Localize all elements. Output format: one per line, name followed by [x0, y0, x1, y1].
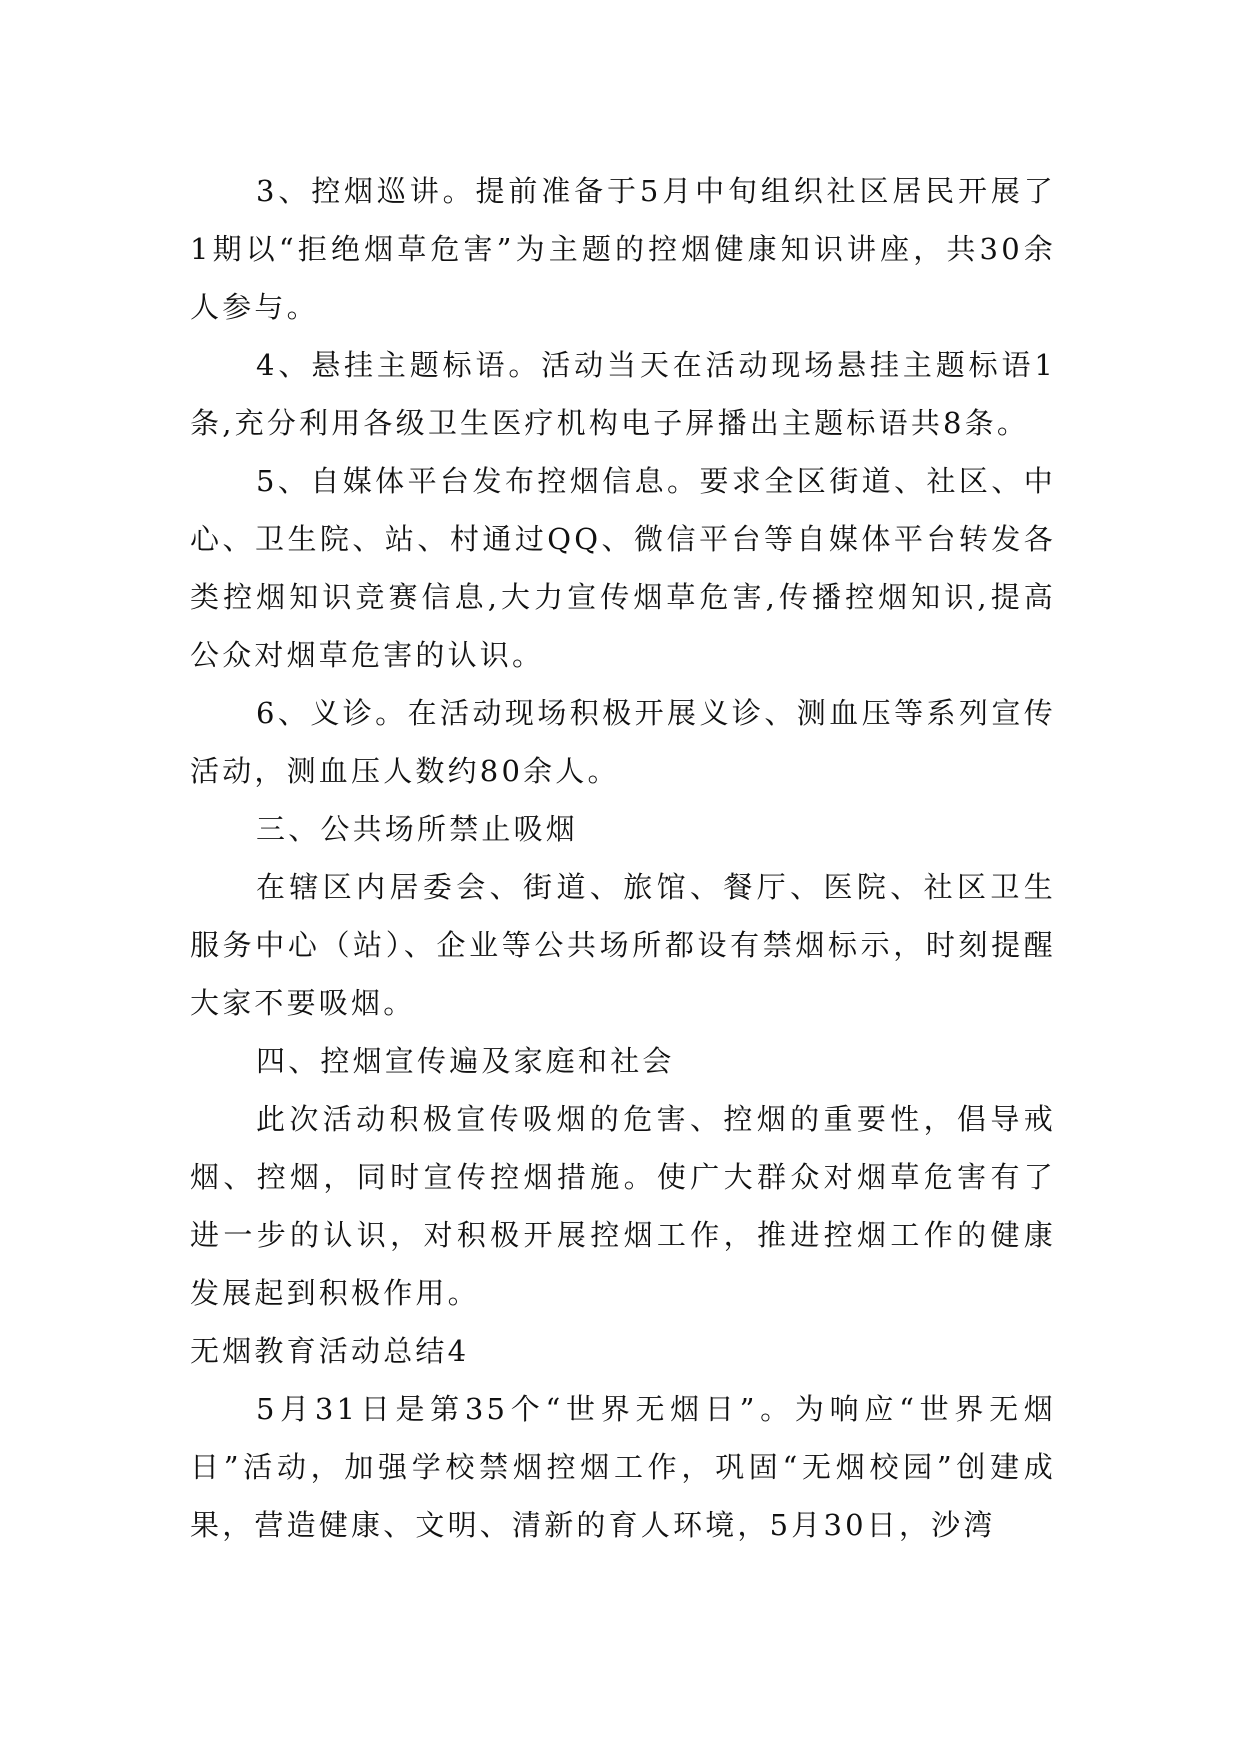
- paragraph-anti-smoking-lecture: 3、控烟巡讲。提前准备于5月中旬组织社区居民开展了1期以“拒绝烟草危害”为主题的控烟健康知识讲座，共30余人参与。: [190, 174, 1056, 324]
- paragraph-theme-slogans: 4、悬挂主题标语。活动当天在活动现场悬挂主题标语1条,充分利用各级卫生医疗机构电子屏播出主题标语共8条。: [190, 348, 1056, 440]
- section-title: 无烟教育活动总结4: [190, 1334, 470, 1368]
- paragraph-self-media: 5、自媒体平台发布控烟信息。要求全区街道、社区、中心、卫生院、站、村通过QQ、微信平台等自媒体平台转发各类控烟知识竞赛信息,大力宣传烟草危害,传播控烟知识,提高公众对烟草危害的认识。: [190, 464, 1056, 672]
- heading-public-places: 三、公共场所禁止吸烟: [256, 812, 579, 846]
- heading-family-society: 四、控烟宣传遍及家庭和社会: [256, 1044, 675, 1078]
- document-body: [190, 162, 1056, 1554]
- paragraph-activity-summary: 此次活动积极宣传吸烟的危害、控烟的重要性，倡导戒烟、控烟，同时宣传控烟措施。使广大群众对烟草危害有了进一步的认识，对积极开展控烟工作，推进控烟工作的健康发展起到积极作用。: [190, 1102, 1056, 1310]
- paragraph-world-no-tobacco-day: 5月31日是第35个“世界无烟日”。为响应“世界无烟日”活动，加强学校禁烟控烟工作，巩固“无烟校园”创建成果，营造健康、文明、清新的育人环境，5月30日，沙湾: [190, 1392, 1056, 1542]
- paragraph-free-clinic: 6、义诊。在活动现场积极开展义诊、测血压等系列宣传活动，测血压人数约80余人。: [190, 696, 1056, 788]
- paragraph-no-smoking-signs: 在辖区内居委会、街道、旅馆、餐厅、医院、社区卫生服务中心（站）、企业等公共场所都设有禁烟标示，时刻提醒大家不要吸烟。: [190, 870, 1056, 1020]
